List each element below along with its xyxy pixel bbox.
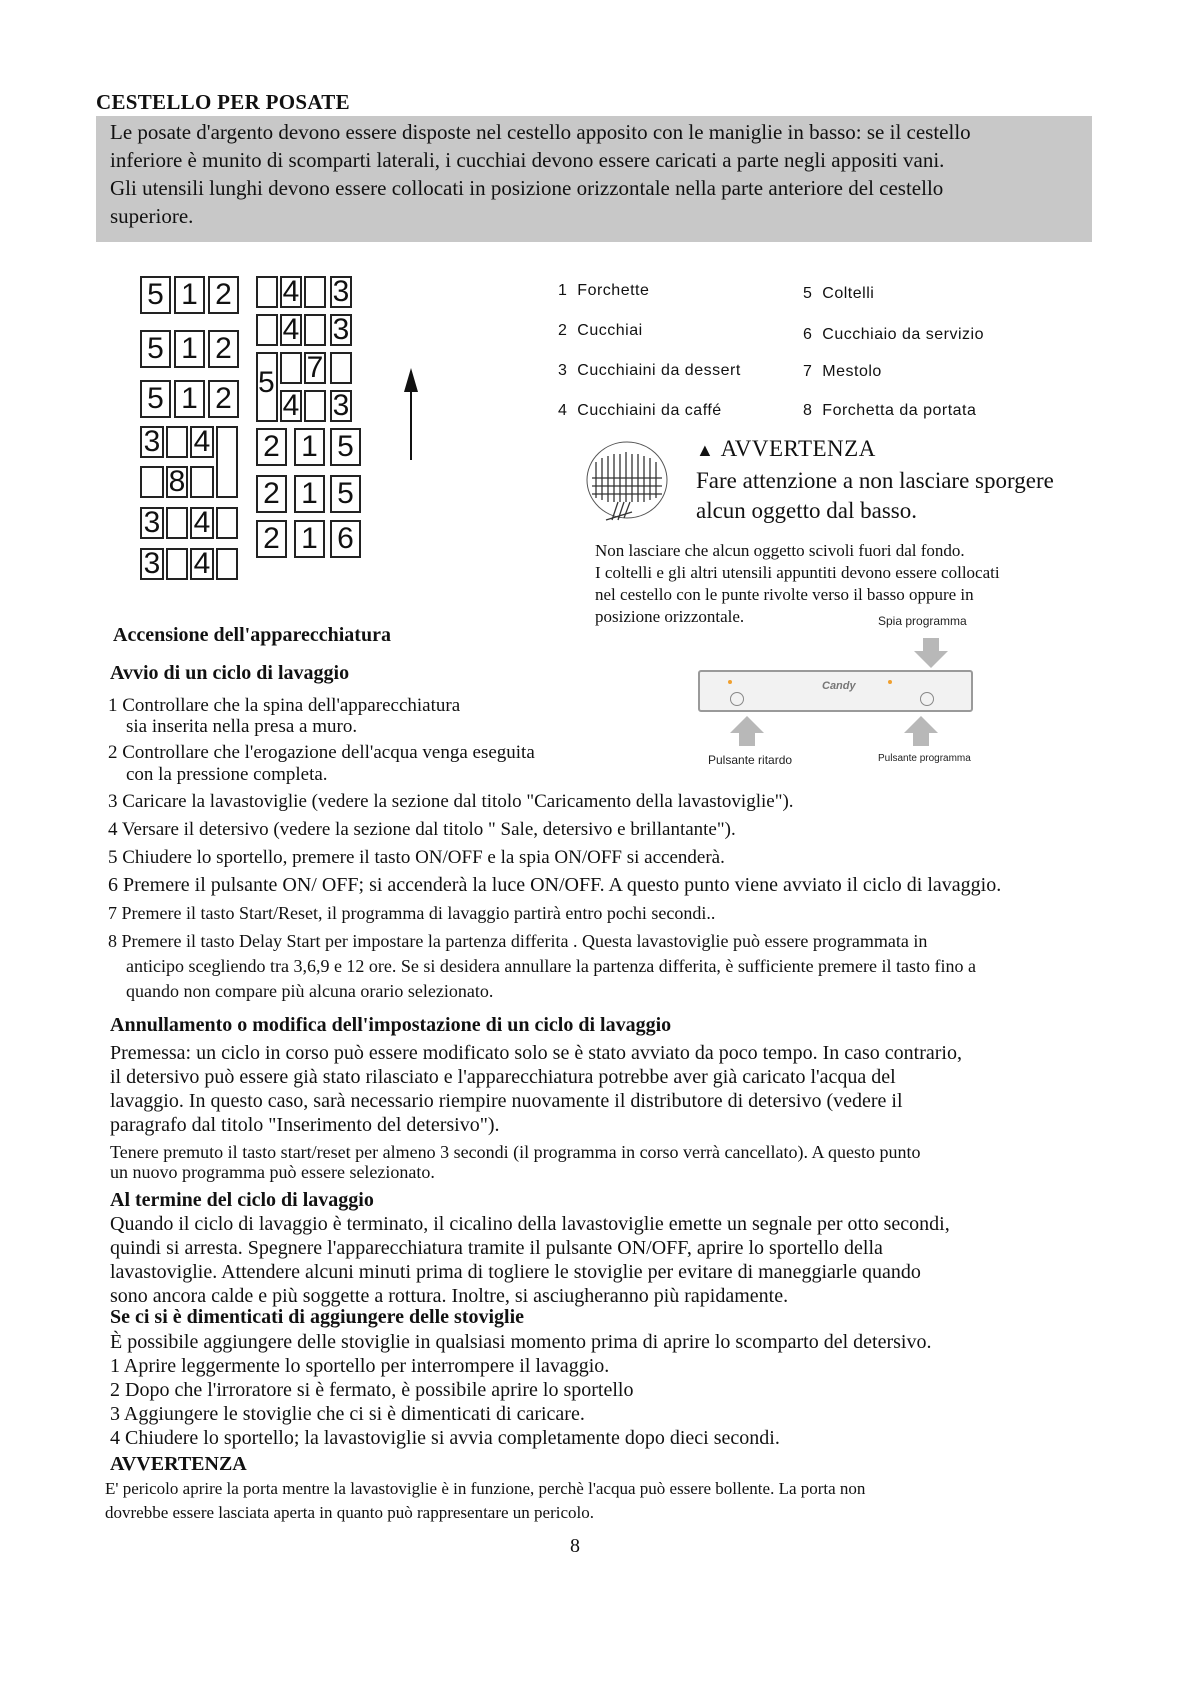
heading-dimenticati: Se ci si è dimenticati di aggiungere delle stoviglie [110,1306,525,1328]
step-item: 7 Premere il tasto Start/Reset, il programma di lavaggio partirà entro pochi secondi.. [108,903,716,923]
label-spia-programma: Spia programma [878,614,967,628]
basket-compartment: 3 [140,426,164,458]
basket-compartment [304,276,326,308]
annullamento-paragraph: Premessa: un ciclo in corso può essere modificato solo se è stato avviato da poco tempo. In caso contrario, il detersivo può essere già stato rilasciato e l'apparecchiatura potrebbe aver già caricato l'acqua del lavaggio. In questo caso, sarà necessario riempire nuovamente il distributore di detersivo (vedere il paragrafo dal titolo "Inserimento del detersivo"). [110,1042,962,1136]
basket-compartment: 4 [190,426,214,458]
basket-compartment [166,548,188,580]
heading-avvio: Avvio di un ciclo di lavaggio [110,662,350,684]
basket-compartment: 5 [140,380,171,418]
step-item-cont: anticipo scegliendo tra 3,6,9 e 12 ore. Se si desidera annullare la partenza differita, è sufficiente premere il tasto fino a [126,956,976,976]
heading-termine: Al termine del ciclo di lavaggio [110,1189,374,1211]
heading-avvertenza: AVVERTENZA [110,1453,247,1475]
basket-compartment: 3 [330,276,352,308]
cutlery-note: Non lasciare che alcun oggetto scivoli fuori dal fondo. I coltelli e gli altri utensili appuntiti devono essere collocati nel cestello con le punte rivolte verso il basso oppure in posizione orizzontale. [595,541,1000,626]
basket-compartment [216,507,238,539]
basket-compartment [256,276,278,308]
basket-compartment: 5 [330,475,361,513]
basket-compartment [256,314,278,346]
basket-compartment [166,426,188,458]
termine-paragraph: Quando il ciclo di lavaggio è terminato, il cicalino della lavastoviglie emette un segnale per otto secondi, quindi si arresta. Spegnere l'apparecchiatura tramite il pulsante ON/OFF, aprire lo sportello della lavastoviglie. Attendere alcuni minuti prima di togliere le stoviglie per evitare di maneggiarle quando sono ancora calde e più soggette a rottura. Inoltre, si asciugheranno più rapidamente. [110,1213,950,1307]
page-number: 8 [570,1535,580,1557]
basket-compartment: 3 [140,507,164,539]
legend-item: 4 Cucchiaini da caffé [558,402,722,419]
step-item: 8 Premere il tasto Delay Start per impostare la partenza differita . Questa lavastoviglie può essere programmata in [108,931,928,951]
legend-item: 2 Cucchiai [558,322,643,339]
legend-item: 3 Cucchiaini da dessert [558,362,741,379]
intro-paragraph [110,118,1095,230]
warning-title: ▲ AVVERTENZA [696,436,876,461]
basket-compartment: 4 [190,548,214,580]
basket-compartment: 5 [140,276,171,314]
basket-compartment: 8 [166,466,188,498]
basket-compartment: 4 [280,314,302,346]
basket-compartment: 7 [304,352,326,384]
intro-line: Gli utensili lunghi devono essere collocati in posizione orizzontale nella parte anteriore del cestello [110,176,944,200]
program-led [888,680,892,684]
basket-compartment: 2 [208,276,239,314]
step-item: 6 Premere il pulsante ON/ OFF; si accenderà la luce ON/OFF. A questo punto viene avviato il ciclo di lavaggio. [108,874,1002,896]
basket-compartment: 4 [280,276,302,308]
panel-brand-logo: Candy [822,680,856,692]
avvertenza-paragraph: E' pericolo aprire la porta mentre la lavastoviglie è in funzione, perchè l'acqua può essere bollente. La porta non dovrebbe essere lasciata aperta in quanto può rappresentare un pericolo. [105,1479,866,1522]
basket-compartment: 3 [140,548,164,580]
step-item: 3 Caricare la lavastoviglie (vedere la sezione dal titolo "Caricamento della lavastoviglie"). [108,791,794,812]
tenere-paragraph: Tenere premuto il tasto start/reset per almeno 3 secondi (il programma in corso verrà cancellato). A questo punto un nuovo programma può essere selezionato. [110,1142,921,1182]
warning-triangle-icon: ▲ [696,440,715,460]
basket-compartment: 1 [294,475,325,513]
step-item: 5 Chiudere lo sportello, premere il tasto ON/OFF e la spia ON/OFF si accenderà. [108,847,725,868]
basket-compartment: 2 [256,428,287,466]
basket-compartment: 3 [330,314,352,346]
step-item: 4 Versare il detersivo (vedere la sezione dal titolo " Sale, detersivo e brillantante"). [108,819,736,840]
legend-item: 7 Mestolo [803,363,882,380]
basket-compartment-label: 5 [258,366,275,399]
step-item-cont: quando non compare più alcuna orario selezionato. [126,981,494,1001]
legend-item: 8 Forchetta da portata [803,402,977,419]
down-arrow-icon [914,638,948,668]
heading-accensione: Accensione dell'apparecchiatura [113,624,391,646]
legend-item: 5 Coltelli [803,285,875,302]
basket-compartment [190,466,214,498]
intro-line: superiore. [110,204,194,228]
basket-compartment: 1 [174,330,205,368]
basket-compartment: 5 [140,330,171,368]
basket-compartment: 1 [294,428,325,466]
step-item-cont: con la pressione completa. [126,764,328,785]
warning-text: Fare attenzione a non lasciare sporgere alcun oggetto dal basso. [696,468,1054,523]
basket-illustration-icon [584,440,670,524]
basket-compartment [216,426,238,498]
label-pulsante-programma: Pulsante programma [878,753,971,764]
basket-compartment [140,466,164,498]
dimenticati-paragraph: È possibile aggiungere delle stoviglie in qualsiasi momento prima di aprire lo scomparto del detersivo. 1 Aprire leggermente lo sportello per interrompere il lavaggio. 2 Dopo che l'irroratore si è fermato, è possibile aprire lo sportello 3 Aggiungere le stoviglie che ci si è dimenticati di caricare. 4 Chiudere lo sportello; la lavastoviglie si avvia completamente dopo dieci secondi. [110,1331,932,1449]
step-item-cont: sia inserita nella presa a muro. [126,716,358,737]
step-item: 1 Controllare che la spina dell'apparecchiatura [108,695,461,716]
basket-compartment: 4 [190,507,214,539]
basket-compartment [280,352,302,384]
basket-compartment: 2 [208,330,239,368]
intro-line: inferiore è munito di scomparti laterali, i cucchiai devono essere caricati a parte negli appositi vani. [110,148,945,172]
basket-compartment [304,314,326,346]
legend-item: 6 Cucchiaio da servizio [803,326,984,343]
basket-compartment [256,352,278,422]
status-led [728,680,732,684]
basket-compartment: 5 [330,428,361,466]
section-title: CESTELLO PER POSATE [96,90,350,114]
step-item: 2 Controllare che l'erogazione dell'acqua venga eseguita [108,742,535,763]
basket-compartment [216,548,238,580]
basket-compartment [304,390,326,422]
basket-compartment: 3 [330,390,352,422]
legend-item: 1 Forchette [558,282,650,299]
up-arrow-icon [404,368,418,460]
basket-compartment: 4 [280,390,302,422]
basket-compartment: 1 [294,520,325,558]
basket-compartment [330,352,352,384]
steps-list [108,693,1001,1004]
basket-compartment: 2 [256,475,287,513]
basket-compartment: 2 [256,520,287,558]
basket-compartment: 1 [174,276,205,314]
basket-compartment [166,507,188,539]
label-pulsante-ritardo: Pulsante ritardo [708,753,793,767]
basket-compartment: 6 [330,520,361,558]
basket-compartment: 2 [208,380,239,418]
heading-annullamento: Annullamento o modifica dell'impostazione di un ciclo di lavaggio [110,1014,672,1036]
intro-line: Le posate d'argento devono essere disposte nel cestello apposito con le maniglie in basso: se il cestello [110,120,971,144]
basket-compartment: 1 [174,380,205,418]
